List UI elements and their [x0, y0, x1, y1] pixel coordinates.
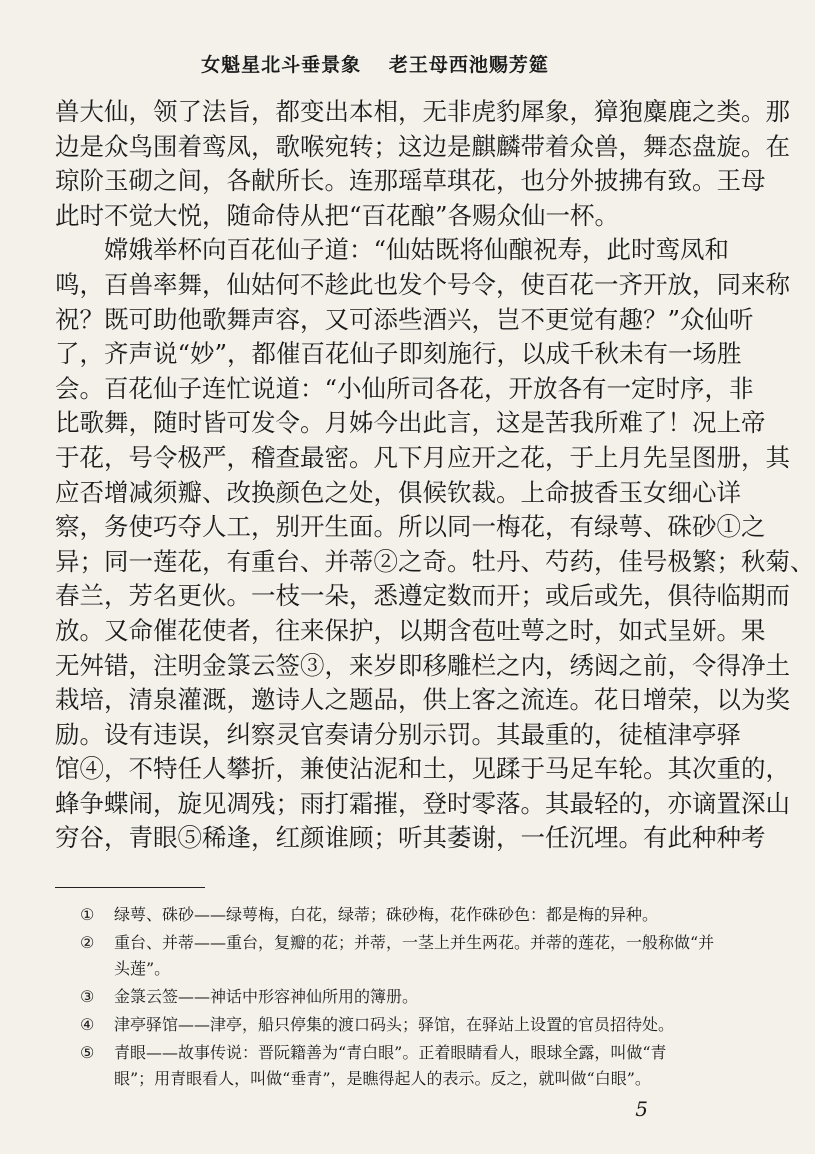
footnote-text: [114, 902, 690, 928]
footnote-text: [114, 930, 714, 982]
header-left-title: 女魁星北斗垂景象: [201, 54, 362, 76]
body-line: 穷谷，青眼⑤稀逢，红颜谁顾；听其萎谢，一任沉埋。有此种种考: [55, 823, 766, 853]
body-line: 春兰，芳名更伙。一枝一朵，悉遵定数而开；或后或先，俱待临期而: [55, 581, 790, 611]
body-line: 馆④，不特任人攀折，兼使沾泥和土，见蹂于马足车轮。其次重的，: [55, 754, 790, 784]
page-number: 5: [635, 1097, 648, 1121]
footnote-line: 头莲”。: [114, 959, 171, 978]
body-line: 应否增减须瓣、改换颜色之处，俱候钦裁。上命披香玉女细心详: [55, 477, 741, 507]
footnote: [80, 1040, 690, 1092]
footnote-text: [114, 984, 690, 1010]
footnote: [80, 930, 715, 982]
footnote-line: 重台、并蒂——重台，复瓣的花；并蒂，一茎上并生两花。并蒂的莲花，一般称做“并: [114, 933, 715, 952]
body-line: 会。百花仙子连忙说道：“小仙所司各花，开放各有一定时序，非: [55, 373, 754, 403]
body-text: [55, 95, 815, 856]
body-line: 于花，号令极严，稽查最密。凡下月应开之花，于上月先呈图册，其: [55, 442, 790, 472]
footnote-divider: [55, 887, 205, 888]
body-line: 察，务使巧夺人工，别开生面。所以同一梅花，有绿萼、硃砂①之: [55, 512, 766, 542]
body-line: 此时不觉大悦，随命侍从把“百花酿”各赐众仙一杯。: [55, 200, 620, 230]
body-line: 兽大仙，领了法旨，都变出本相，无非虎豹犀象，獐狍麋鹿之类。那: [55, 97, 790, 126]
body-line: 鸣，百兽率舞，仙姑何不趁此也发个号令，使百花一齐开放，同来称: [55, 269, 790, 299]
running-header: [0, 50, 750, 77]
body-line: 栽培，清泉灌溉，邀诗人之题品，供上客之流连。花日增荣，以为奖: [55, 685, 790, 715]
body-line: 边是众鸟围着鸾凤，歌喉宛转；这边是麒麟带着众兽，舞态盘旋。在: [55, 131, 790, 161]
body-line: 放。又命催花使者，往来保护，以期含苞吐萼之时，如式呈妍。果: [55, 615, 766, 645]
footnote-text: [114, 1012, 690, 1038]
body-line: 励。设有违误，纠察灵官奏请分别示罚。其最重的，徒植津亭驿: [55, 719, 741, 749]
footnote-line: 金箓云签——神话中形容神仙所用的簿册。: [114, 987, 419, 1006]
body-line: 比歌舞，随时皆可发令。月姊今出此言，这是苦我所难了！况上帝: [55, 408, 766, 438]
body-line: 嫦娥举杯向百花仙子道：“仙姑既将仙酿祝寿，此时鸾凤和: [55, 235, 730, 265]
footnote-line: 眼”；用青眼看人，叫做“垂青”，是瞧得起人的表示。反之，就叫做“白眼”。: [114, 1069, 651, 1088]
footnote-line: 津亭驿馆——津亭，船只停集的渡口码头；驿馆，在驿站上设置的官员招待处。: [114, 1015, 675, 1034]
header-right-title: 老王母西池赐芳筵: [388, 54, 549, 76]
footnote-mark: ①: [80, 905, 95, 924]
footnotes: [80, 902, 715, 1092]
body-line: 蜂争蝶闹，旋见凋残；雨打霜摧，登时零落。其最轻的，亦谪置深山: [55, 788, 790, 818]
body-line: 祝？既可助他歌舞声容，又可添些酒兴，岂不更觉有趣？”众仙听: [55, 304, 754, 334]
body-line: 琼阶玉砌之间，各献所长。连那瑶草琪花，也分外披拂有致。王母: [55, 166, 766, 196]
footnote-line: 青眼——故事传说：晋阮籍善为“青白眼”。正着眼睛看人，眼球全露，叫做“青: [114, 1043, 667, 1062]
footnote-text: [114, 1040, 690, 1092]
footnote-line: 绿萼、硃砂——绿萼梅，白花，绿蒂；硃砂梅，花作硃砂色：都是梅的异种。: [114, 905, 659, 924]
footnote-mark: ⑤: [80, 1043, 95, 1062]
footnote-mark: ②: [80, 933, 95, 952]
footnote: [80, 984, 690, 1010]
body-line: 异；同一莲花，有重台、并蒂②之奇。牡丹、芍药，佳号极繁；秋菊、: [55, 546, 815, 576]
footnote: [80, 902, 690, 928]
footnote-mark: ④: [80, 1015, 95, 1034]
footnote: [80, 1012, 690, 1038]
body-line: 了，齐声说“妙”，都催百花仙子即刻施行，以成千秋未有一场胜: [55, 339, 742, 369]
footnote-mark: ③: [80, 987, 95, 1006]
body-line: 无舛错，注明金箓云签③，来岁即移雕栏之内，绣闼之前，令得净土: [55, 650, 790, 680]
